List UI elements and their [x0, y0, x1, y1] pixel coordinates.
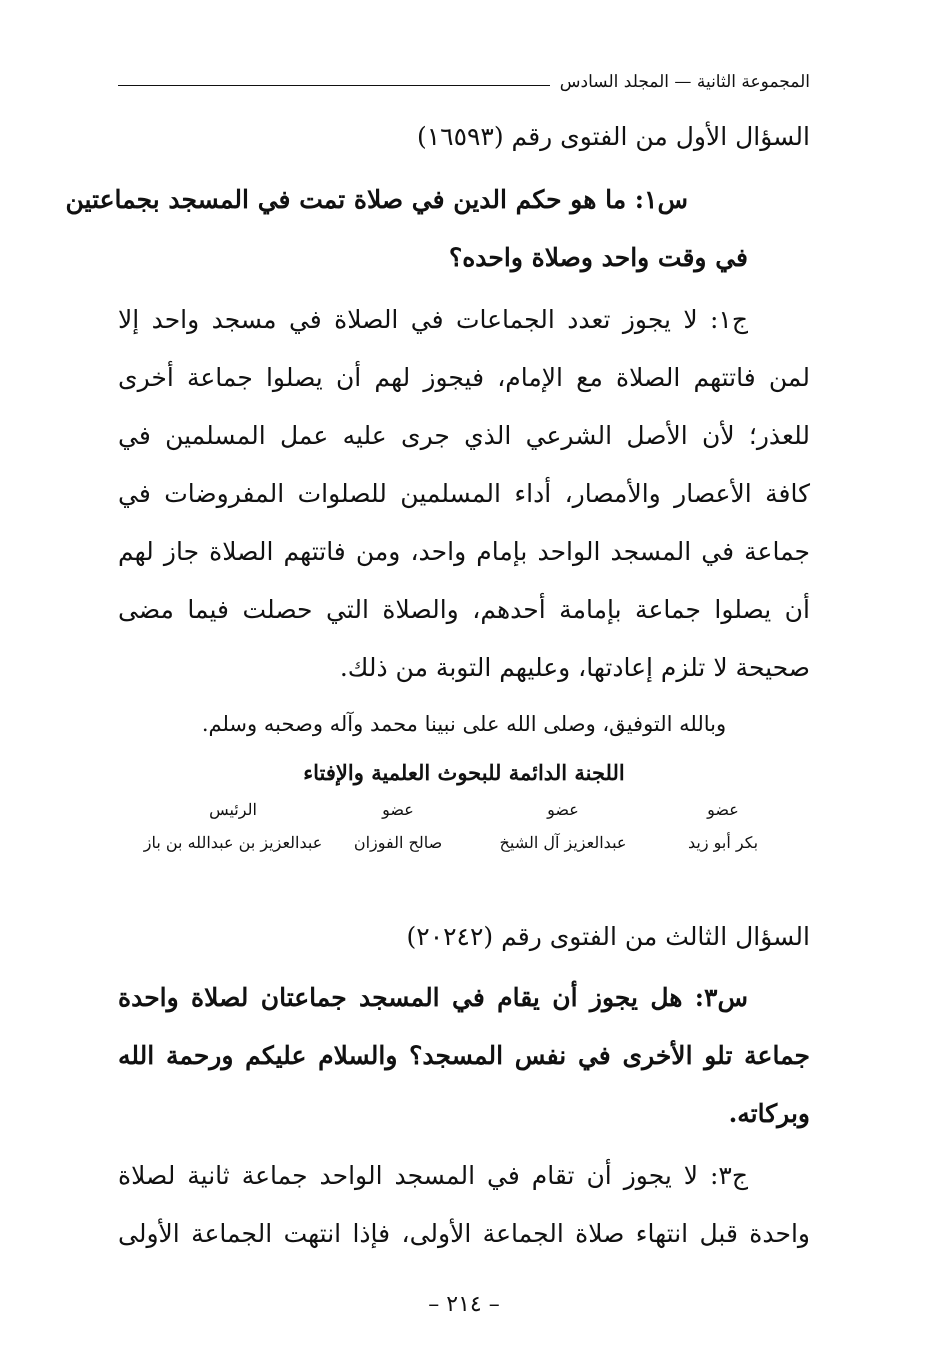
fatwa1-question-line: س١: ما هو حكم الدين في صلاة تمت في المسجد بجماعتين: [65, 185, 688, 214]
signatory-role: عضو: [707, 800, 739, 819]
signatory-role: عضو: [382, 800, 414, 819]
fatwa1-question-line: في وقت واحد وصلاة واحده؟: [448, 243, 748, 272]
signatories: [130, 800, 798, 880]
fatwa2-question-line: جماعة تلو الأخرى في نفس المسجد؟ والسلام عليكم ورحمة الله: [118, 1041, 810, 1070]
signatory: [318, 800, 478, 852]
fatwa1-answer-line: للعذر؛ لأن الأصل الشرعي الذي جرى عليه عمل المسلمين في: [118, 421, 810, 450]
header-rule: [118, 85, 550, 86]
fatwa1-answer-line: صحيحة لا تلزم إعادتها، وعليهم التوبة من ذلك.: [339, 653, 810, 682]
signatory: [128, 800, 338, 852]
committee-name: اللجنة الدائمة للبحوث العلمية والإفتاء: [303, 760, 625, 785]
header-title: المجموعة الثانية — المجلد السادس: [559, 72, 810, 92]
signatory-name: عبدالعزيز بن عبدالله بن باز: [143, 833, 323, 852]
signatory-role: الرئيس: [209, 800, 257, 819]
fatwa2-question-line: س٣: هل يجوز أن يقام في المسجد جماعتان لصلاة واحدة: [118, 983, 748, 1012]
fatwa1-answer-line: جماعة في المسجد الواحد بإمام واحد، ومن فاتتهم الصلاة جاز لهم: [118, 537, 811, 566]
fatwa1-answer-line: ج١: لا يجوز تعدد الجماعات في الصلاة في مسجد واحد إلا: [118, 305, 748, 334]
page-number: – ٢١٤ –: [428, 1292, 500, 1317]
signatory-name: بكر أبو زيد: [687, 833, 759, 852]
signatory: [463, 800, 663, 852]
signatory-name: عبدالعزيز آل الشيخ: [499, 833, 627, 852]
fatwa1-answer-line: كافة الأعصار والأمصار، أداء المسلمين للصلوات المفروضات في: [118, 479, 810, 508]
fatwa1-answer-line: لمن فاتتهم الصلاة مع الإمام، فيجوز لهم أن يصلوا جماعة أخرى: [118, 363, 810, 392]
signatory-role: عضو: [547, 800, 579, 819]
fatwa1-answer-line: أن يصلوا جماعة بإمامة أحدهم، والصلاة التي حصلت فيما مضى: [118, 595, 810, 624]
fatwa1-question-title: السؤال الأول من الفتوى رقم (١٦٥٩٣): [416, 122, 810, 151]
running-header: [118, 62, 810, 92]
closing-prayer: وبالله التوفيق، وصلى الله على نبينا محمد وآله وصحبه وسلم.: [201, 712, 727, 736]
fatwa2-question-title: السؤال الثالث من الفتوى رقم (٢٠٢٤٢): [406, 922, 810, 951]
signatory-name: صالح الفوزان: [353, 833, 443, 852]
fatwa2-question-line: وبركاته.: [728, 1099, 810, 1128]
signatory: [648, 800, 798, 852]
fatwa2-answer-line: ج٣: لا يجوز أن تقام في المسجد الواحد جماعة ثانية لصلاة: [118, 1161, 748, 1190]
fatwa2-answer-line: واحدة قبل انتهاء صلاة الجماعة الأولى، فإذا انتهت الجماعة الأولى: [118, 1219, 810, 1248]
